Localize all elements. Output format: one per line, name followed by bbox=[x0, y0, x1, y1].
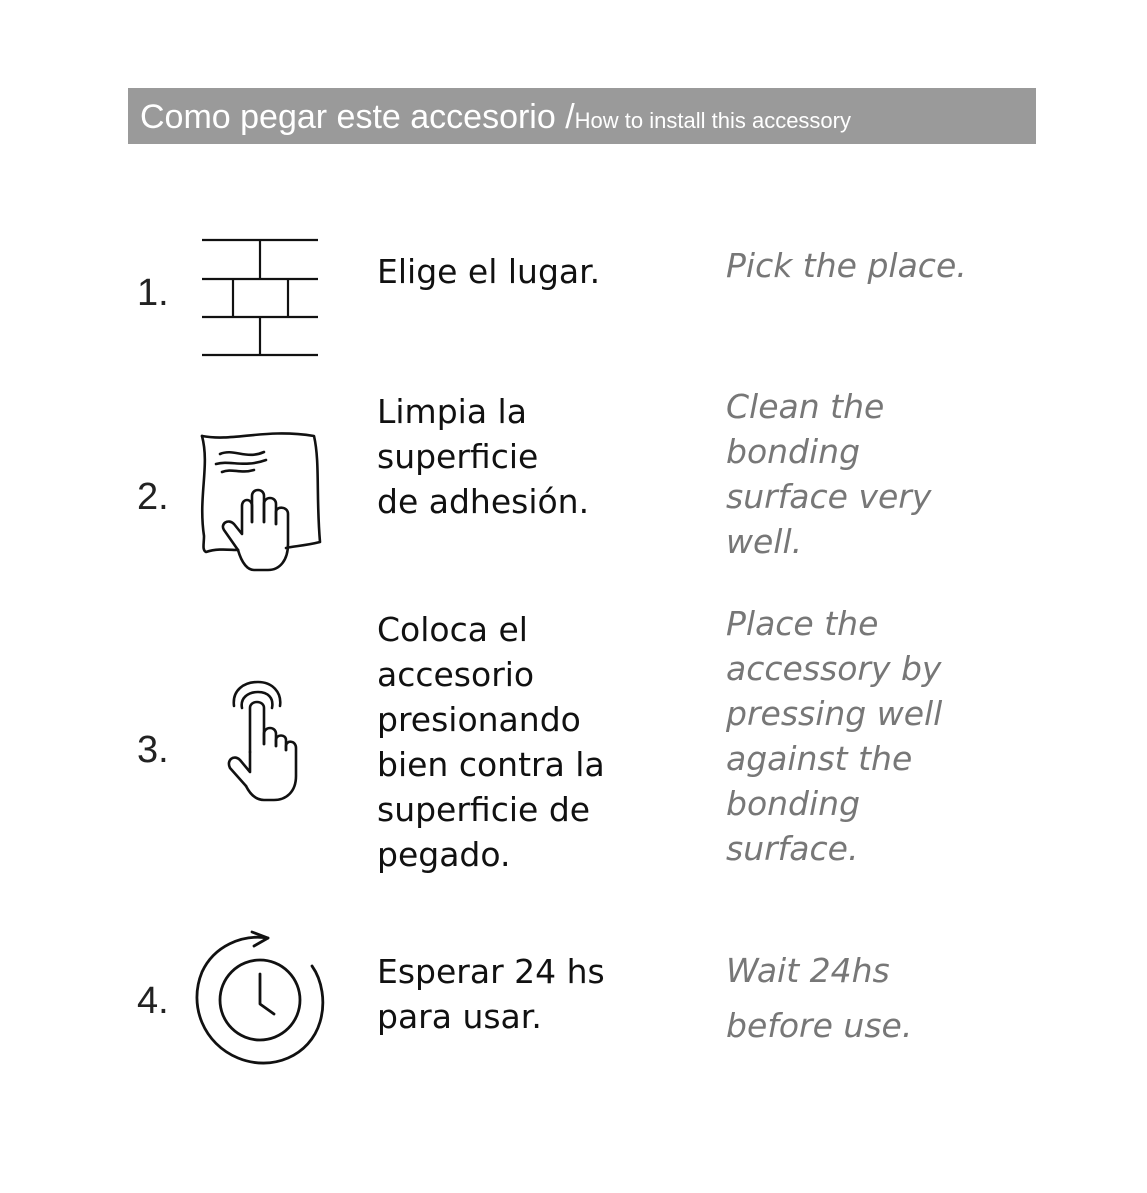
step-4-text-en: Wait 24hs before use. bbox=[726, 951, 913, 1045]
brick-wall-icon bbox=[200, 236, 320, 360]
title-es: Como pegar este accesorio / bbox=[140, 98, 575, 136]
step-2-text-en: Clean the bonding surface very well. bbox=[726, 387, 932, 561]
step-3-number: 3. bbox=[137, 729, 169, 771]
step-4-text-es: Esperar 24 hs para usar. bbox=[377, 952, 605, 1036]
step-2-number: 2. bbox=[137, 476, 169, 518]
step-1-number: 1. bbox=[137, 272, 169, 314]
hand-press-icon bbox=[220, 680, 304, 804]
step-2-text-es: Limpia la superficie de adhesión. bbox=[377, 392, 590, 521]
header-banner bbox=[128, 88, 1036, 144]
step-3-text-es: Coloca el accesorio presionando bien contra la superficie de pegado. bbox=[377, 610, 605, 874]
page-title bbox=[140, 97, 851, 141]
hand-wiping-cloth-icon bbox=[194, 426, 328, 574]
step-3-text-en: Place the accessory by pressing well against the bonding surface. bbox=[726, 604, 943, 868]
step-1-text-en: Pick the place. bbox=[726, 246, 967, 285]
title-en: How to install this accessory bbox=[574, 108, 851, 133]
step-1-text-es: Elige el lugar. bbox=[377, 252, 601, 291]
step-4-number: 4. bbox=[137, 980, 169, 1022]
clock-rotate-icon bbox=[192, 928, 328, 1070]
